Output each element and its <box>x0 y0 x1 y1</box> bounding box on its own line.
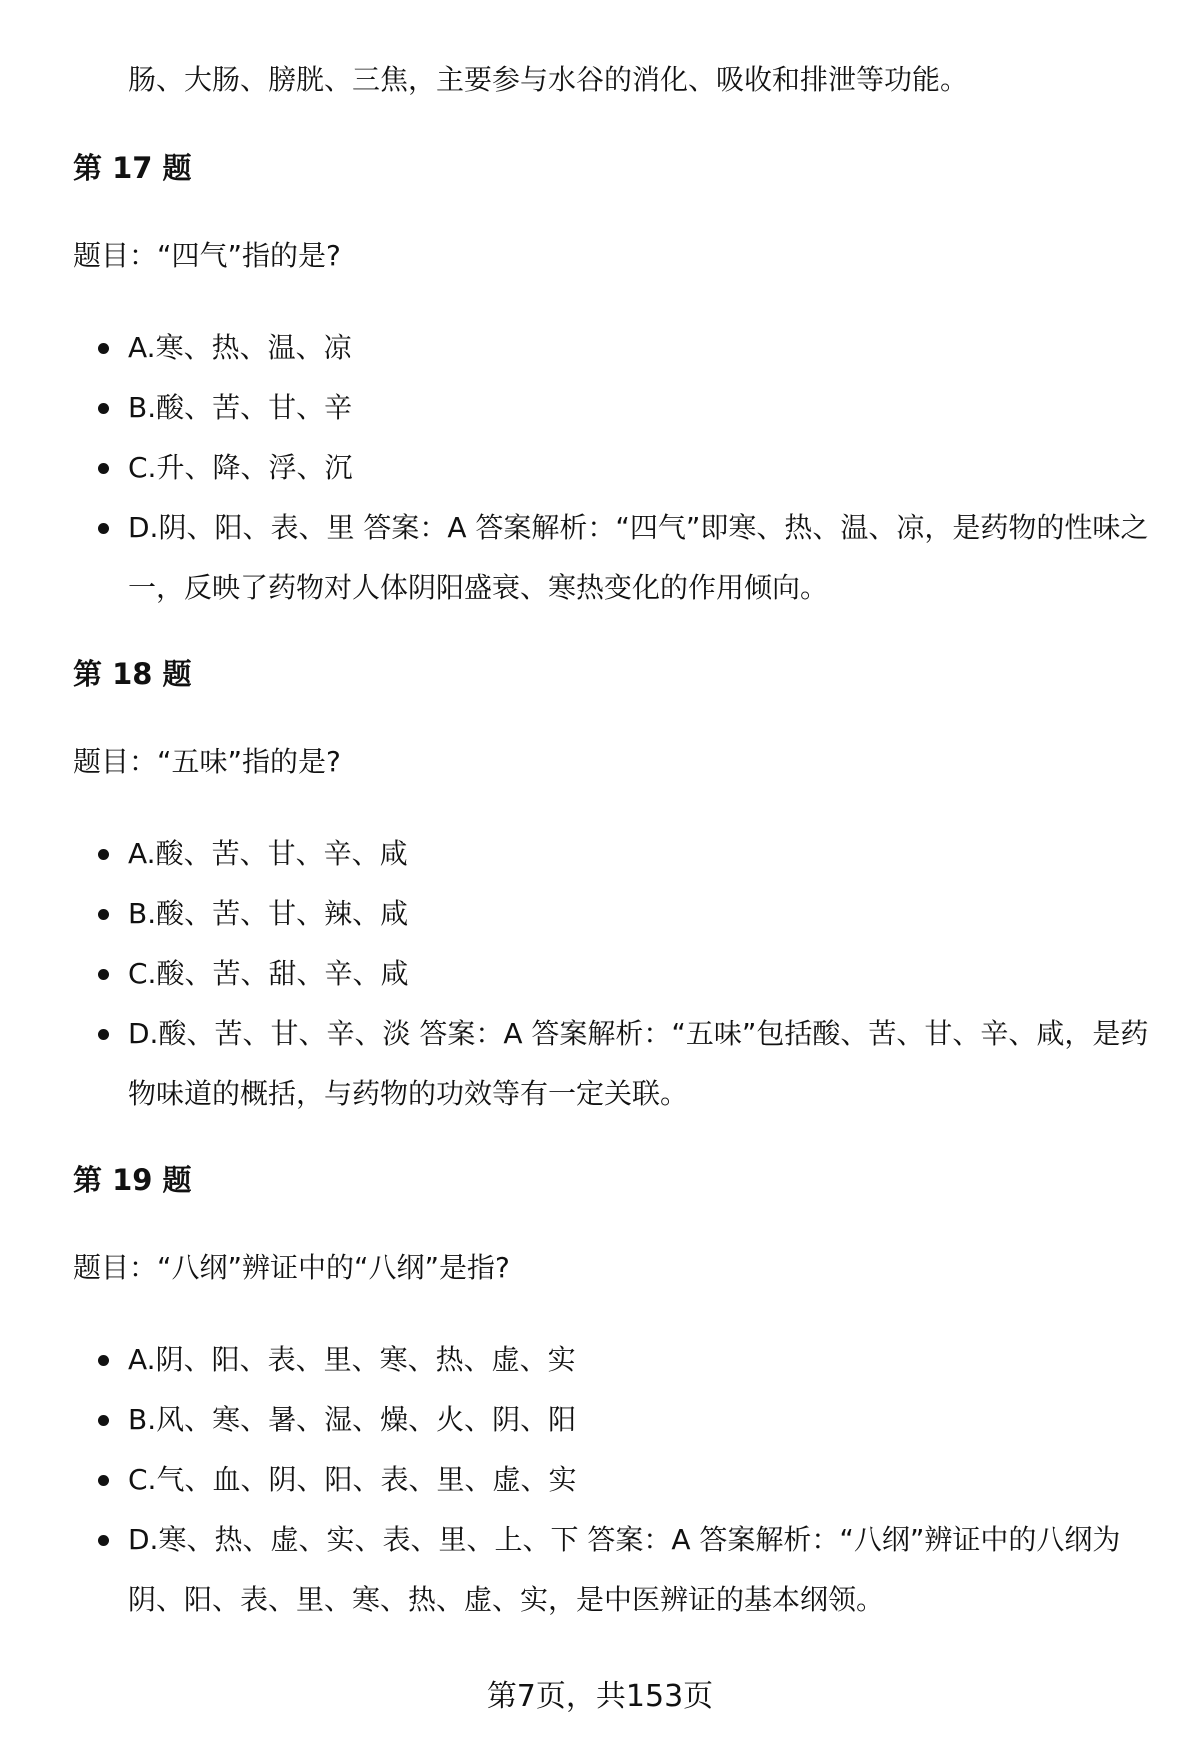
question-17-heading: 第 17 题 <box>73 151 192 185</box>
question-19-prompt: 题目：“八纲”辨证中的“八纲”是指? <box>73 1251 510 1284</box>
question-18-prompt: 题目：“五味”指的是? <box>73 745 341 778</box>
option-text: C.酸、苦、甜、辛、咸 <box>128 957 409 990</box>
bullet-icon <box>98 909 109 920</box>
option-item <box>0 318 1158 378</box>
question-19-options <box>0 1330 1200 1630</box>
bullet-icon <box>98 1535 109 1546</box>
bullet-icon <box>98 1415 109 1426</box>
question-17-prompt: 题目：“四气”指的是? <box>73 239 341 272</box>
option-text: D.酸、苦、甘、辛、淡 答案：A 答案解析：“五味”包括酸、苦、甘、辛、咸，是药物味道的概括，与药物的功效等有一定关联。 <box>128 1017 1149 1110</box>
option-item <box>0 884 1158 944</box>
option-text: A.寒、热、温、凉 <box>128 331 352 364</box>
option-text: B.风、寒、暑、湿、燥、火、阴、阳 <box>128 1403 577 1436</box>
option-text: C.气、血、阴、阳、表、里、虚、实 <box>128 1463 577 1496</box>
option-item <box>0 1450 1158 1510</box>
option-text: B.酸、苦、甘、辣、咸 <box>128 897 409 930</box>
question-18-options <box>0 824 1200 1124</box>
option-text: A.阴、阳、表、里、寒、热、虚、实 <box>128 1343 576 1376</box>
question-19-heading: 第 19 题 <box>73 1163 192 1197</box>
bullet-icon <box>98 1029 109 1040</box>
page-number-footer: 第7页，共153页 <box>486 1679 714 1714</box>
option-item <box>0 944 1158 1004</box>
option-item <box>0 378 1158 438</box>
question-18-heading: 第 18 题 <box>73 657 192 691</box>
option-item <box>0 824 1158 884</box>
bullet-icon <box>98 849 109 860</box>
option-item <box>0 438 1158 498</box>
option-item <box>0 498 1158 618</box>
option-item <box>0 1330 1158 1390</box>
option-text: D.寒、热、虚、实、表、里、上、下 答案：A 答案解析：“八纲”辨证中的八纲为阴、阳、表、里、寒、热、虚、实，是中医辨证的基本纲领。 <box>128 1523 1121 1616</box>
bullet-icon <box>98 1355 109 1366</box>
question-17-options <box>0 318 1200 618</box>
option-text: D.阴、阳、表、里 答案：A 答案解析：“四气”即寒、热、温、凉，是药物的性味之一，反映了药物对人体阴阳盛衰、寒热变化的作用倾向。 <box>128 511 1149 604</box>
option-item <box>0 1510 1158 1630</box>
bullet-icon <box>98 343 109 354</box>
bullet-icon <box>98 1475 109 1486</box>
option-item <box>0 1390 1158 1450</box>
option-item <box>0 1004 1158 1124</box>
option-text: B.酸、苦、甘、辛 <box>128 391 353 424</box>
intro-paragraph: 肠、大肠、膀胱、三焦，主要参与水谷的消化、吸收和排泄等功能。 <box>128 63 969 96</box>
option-text: A.酸、苦、甘、辛、咸 <box>128 837 408 870</box>
bullet-icon <box>98 463 109 474</box>
bullet-icon <box>98 403 109 414</box>
bullet-icon <box>98 523 109 534</box>
bullet-icon <box>98 969 109 980</box>
option-text: C.升、降、浮、沉 <box>128 451 353 484</box>
